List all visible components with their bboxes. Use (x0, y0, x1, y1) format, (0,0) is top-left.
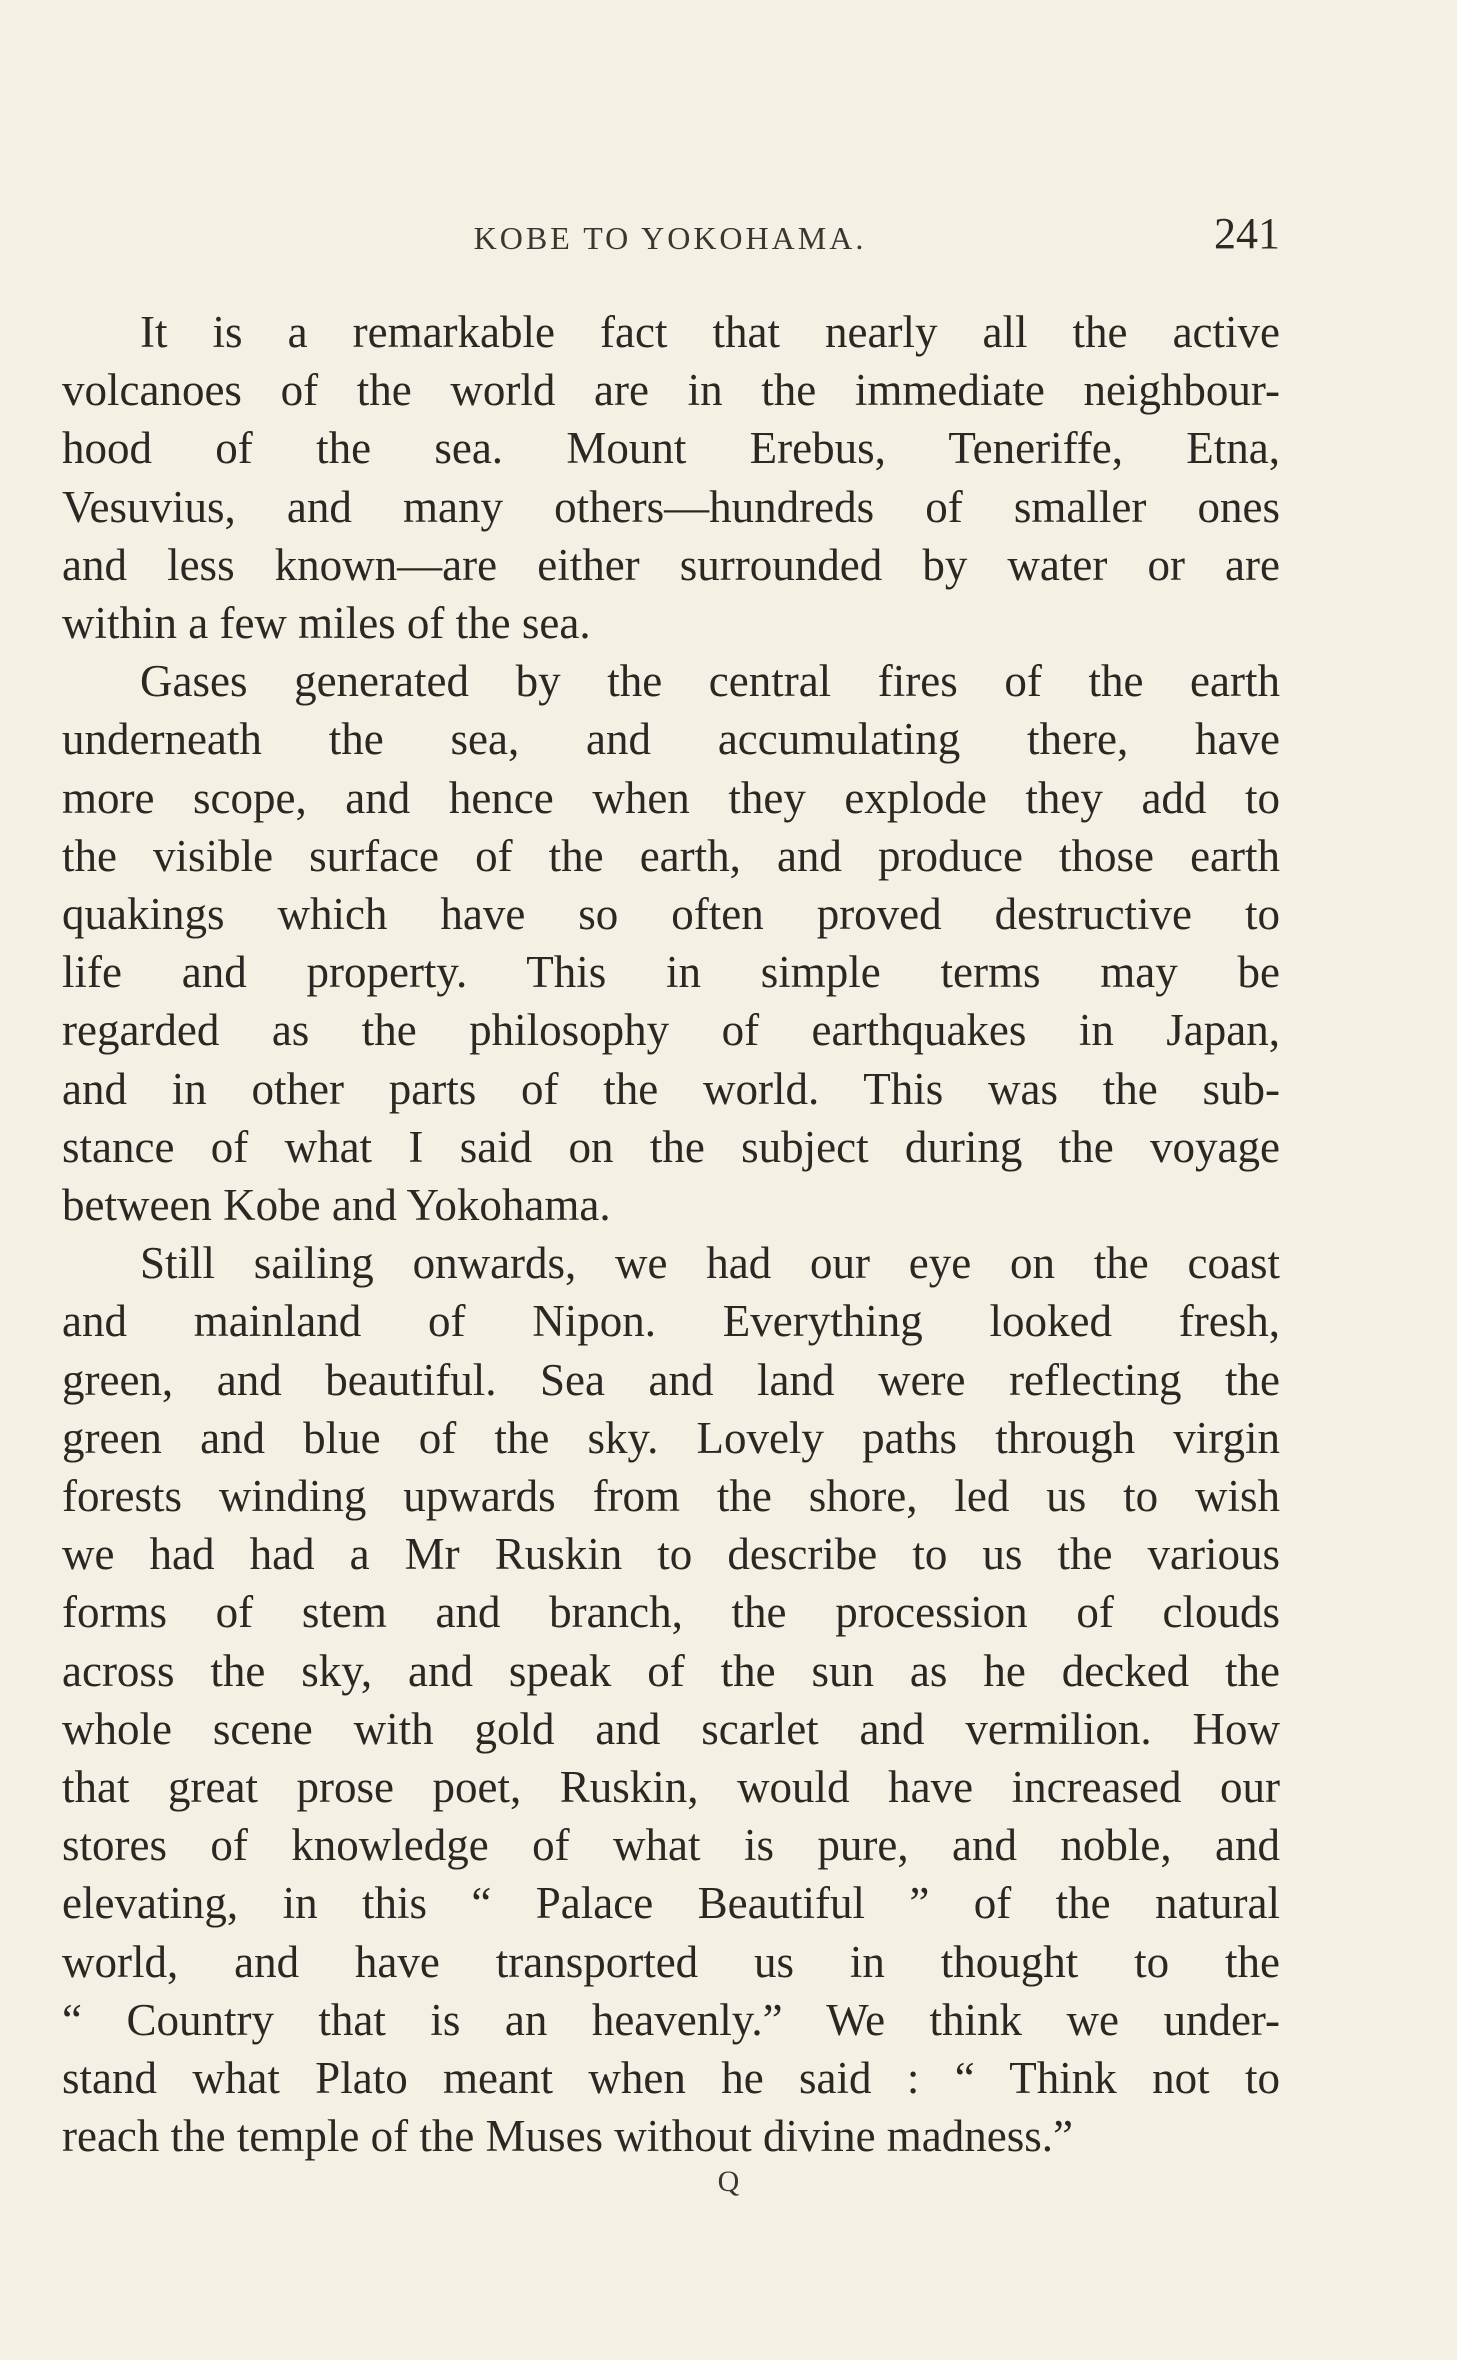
text-line: stores of knowledge of what is pure, and noble, and (62, 1820, 1280, 1871)
text-line: within a few miles of the sea. (62, 598, 591, 649)
text-line: and less known—are either surrounded by water or are (62, 539, 1280, 590)
text-line: “ Country that is an heavenly.” We think we under- (62, 1994, 1280, 2045)
text-line: Gases generated by the central fires of the earth (140, 656, 1280, 707)
text-line: Vesuvius, and many others—hundreds of smaller ones (62, 481, 1280, 532)
body-text (62, 303, 1280, 2166)
text-line: elevating, in this “ Palace Beautiful ” of the natural (62, 1878, 1280, 1929)
text-line: across the sky, and speak of the sun as he decked the (62, 1645, 1280, 1696)
text-line: and mainland of Nipon. Everything looked fresh, (62, 1296, 1280, 1347)
running-title: KOBE TO YOKOHAMA. (473, 220, 867, 256)
text-line: quakings which have so often proved destructive to (62, 889, 1280, 940)
page-number: 241 (1214, 209, 1280, 258)
text-line: It is a remarkable fact that nearly all the active (140, 307, 1280, 357)
text-line: between Kobe and Yokohama. (62, 1180, 611, 1231)
signature-mark: Q (717, 2165, 740, 2198)
text-line: green, and beautiful. Sea and land were reflecting the (62, 1354, 1280, 1405)
text-line: we had had a Mr Ruskin to describe to us the various (62, 1529, 1280, 1580)
running-head (60, 208, 1280, 260)
text-line: forests winding upwards from the shore, led us to wish (62, 1471, 1280, 1522)
text-line: volcanoes of the world are in the immediate neighbour- (62, 365, 1280, 416)
paragraph-1 (62, 303, 1280, 652)
text-line: forms of stem and branch, the procession of clouds (62, 1587, 1280, 1638)
text-line: stand what Plato meant when he said : “ Think not to (62, 2053, 1280, 2104)
paragraph-2 (62, 652, 1280, 1234)
text-line: underneath the sea, and accumulating there, have (62, 714, 1280, 765)
text-line: regarded as the philosophy of earthquakes in Japan, (62, 1005, 1280, 1056)
text-line: Still sailing onwards, we had our eye on the coast (140, 1238, 1280, 1289)
text-line: world, and have transported us in thought to the (62, 1936, 1280, 1987)
text-line: stance of what I said on the subject during the voyage (62, 1121, 1280, 1172)
text-line: more scope, and hence when they explode they add to (62, 772, 1280, 823)
text-line: green and blue of the sky. Lovely paths through virgin (62, 1412, 1280, 1463)
text-line: hood of the sea. Mount Erebus, Teneriffe, Etna, (62, 423, 1280, 474)
text-line: reach the temple of the Muses without divine madness.” (62, 2111, 1073, 2162)
text-line: whole scene with gold and scarlet and vermilion. How (62, 1703, 1280, 1754)
paragraph-3 (62, 1234, 1280, 2165)
text-line: and in other parts of the world. This was the sub- (62, 1063, 1280, 1114)
text-line: life and property. This in simple terms may be (62, 947, 1280, 998)
text-line: the visible surface of the earth, and produce those earth (62, 830, 1280, 881)
text-line: that great prose poet, Ruskin, would have increased our (62, 1762, 1280, 1813)
